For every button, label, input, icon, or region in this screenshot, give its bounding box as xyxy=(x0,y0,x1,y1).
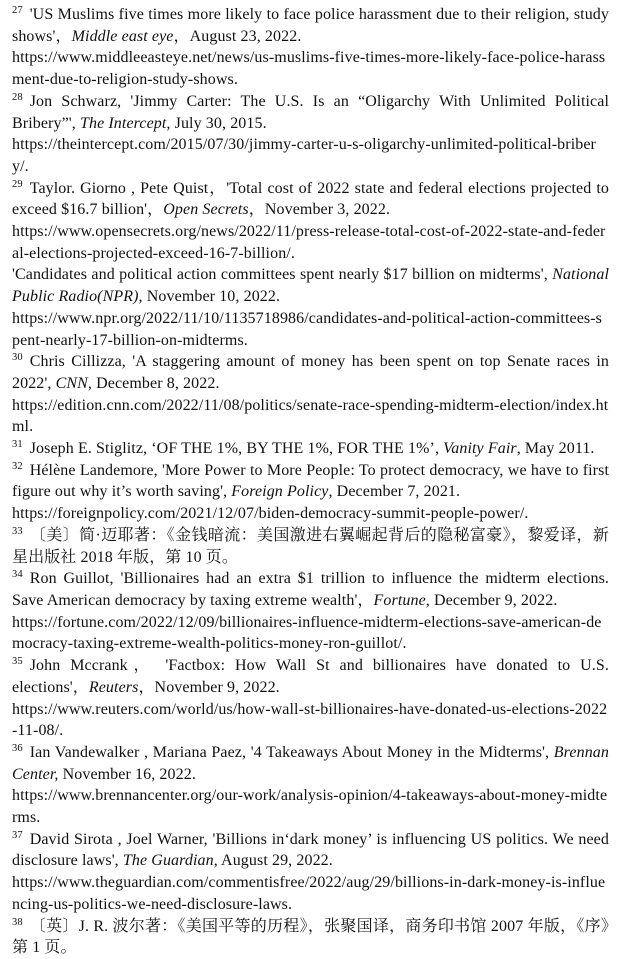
source-title: Fortune, xyxy=(373,591,430,609)
footnote-url: https://www.opensecrets.org/news/2022/11/press-release-total-cost-of-2022-state-and-federal-elections-projected-exceed-16-7-billion/. xyxy=(12,223,606,262)
footnote-entry xyxy=(12,91,609,178)
citation-text: 〔美〕简·迈耶著：《金钱暗流：美国激进右翼崛起背后的隐秘富豪》，黎爱译，新星出版社 2018 年版，第 10 页。 xyxy=(12,526,609,566)
footnote-entry xyxy=(12,568,609,655)
source-title: The Guardian, xyxy=(122,852,218,870)
citation-text: David Sirota , Joel Warner, 'Billions in‘dark money’ is influencing US politics. We need disclosure laws', xyxy=(12,830,609,870)
footnote-entry xyxy=(12,264,609,351)
citation-text: November 10, 2022. xyxy=(142,288,281,306)
footnote-url: https://www.theguardian.com/commentisfree/2022/aug/29/billions-in-dark-money-is-influencing-us-politics-we-need-disclosure-laws. xyxy=(12,874,606,913)
citation-text: 〔英〕J. R. 波尔著：《美国平等的历程》，张聚国译，商务印书馆 2007 年版，《序》第 1 页。 xyxy=(12,917,609,957)
footnote-url: https://www.brennancenter.org/our-work/analysis-opinion/4-takeaways-about-money-midterms. xyxy=(12,787,608,827)
footnote-entry xyxy=(12,829,609,916)
citation-text: Chris Cillizza, 'A staggering amount of money has been spent on top Senate races in 2022', xyxy=(12,353,609,392)
footnote-entry xyxy=(12,916,609,959)
footnote-entry xyxy=(12,178,609,265)
footnote-number: 36 xyxy=(12,742,23,754)
citation-text: ，August 23, 2022. xyxy=(173,27,302,45)
citation-text: , December 7, 2021. xyxy=(328,483,461,501)
footnote-number: 35 xyxy=(12,656,23,668)
footnote-entry xyxy=(12,4,609,91)
footnote-entry xyxy=(12,438,609,460)
footnote-number: 32 xyxy=(12,460,23,472)
footnote-url: https://www.npr.org/2022/11/10/1135718986/candidates-and-political-action-committees-spent-nearly-17-billion-on-midterms. xyxy=(12,309,602,349)
citation-text: 'US Muslims five times more likely to face police harassment due to their religion, study shows'， xyxy=(12,6,609,45)
citation-text: Ian Vandewalker , Mariana Paez, '4 Takeaways About Money in the Midterms', xyxy=(29,743,554,761)
source-title: Foreign Policy xyxy=(231,483,329,501)
footnote-number: 33 xyxy=(12,525,23,537)
citation-text: John Mccrank， 'Factbox: How Wall St and billionaires have donated to U.S. elections'， xyxy=(12,657,609,696)
source-title: Open Secrets xyxy=(163,201,249,219)
footnote-entry xyxy=(12,460,609,525)
footnotes-list xyxy=(12,4,609,959)
footnote-number: 29 xyxy=(12,178,23,190)
citation-text: Jon Schwarz, 'Jimmy Carter: The U.S. Is an “Oligarchy With Unlimited Political Bribery”', xyxy=(12,92,609,132)
citation-text: , May 2011. xyxy=(516,440,595,458)
source-title: Reuters xyxy=(88,678,139,696)
footnote-url: https://www.middleeasteye.net/news/us-muslims-five-times-more-likely-face-police-harassment-due-to-religion-study-shows. xyxy=(12,49,606,89)
citation-text: Hélène Landemore, 'More Power to More People: To protect democracy, we have to first figure out why it’s worth saving', xyxy=(12,461,609,501)
footnote-entry xyxy=(12,655,609,742)
citation-text: Joseph E. Stiglitz, ‘OF THE 1%, BY THE 1%, FOR THE 1%’, xyxy=(29,440,444,458)
citation-text: 'Candidates and political action committees spent nearly $17 billion on midterms', xyxy=(12,266,553,284)
citation-text: November 16, 2022. xyxy=(58,765,196,783)
footnote-url: https://www.reuters.com/world/us/how-wall-st-billionaires-have-donated-us-elections-2022-11-08/. xyxy=(12,700,608,740)
footnote-number: 34 xyxy=(12,569,23,581)
footnote-url: https://theintercept.com/2015/07/30/jimmy-carter-u-s-oligarchy-unlimited-political-bribery/. xyxy=(12,136,596,175)
footnote-url: https://fortune.com/2022/12/09/billionaires-influence-midterm-elections-save-american-democracy-taxing-extreme-wealth-politics-money-ron-guillot/. xyxy=(12,613,602,653)
citation-text: Taylor. Giorno , Pete Quist，'Total cost of 2022 state and federal elections projected to exceed $16.7 billion'， xyxy=(12,179,609,219)
source-title: National Public Radio(NPR), xyxy=(12,266,609,306)
footnote-number: 37 xyxy=(12,829,23,841)
citation-text: Ron Guillot, 'Billionaires had an extra $1 trillion to influence the midterm elections. Save American democracy by taxing extreme wealth'， xyxy=(12,570,609,609)
citation-text: , December 8, 2022. xyxy=(87,374,220,392)
footnote-entry xyxy=(12,351,609,438)
footnote-entry xyxy=(12,525,609,568)
footnote-number: 31 xyxy=(12,439,23,451)
source-title: Middle east eye xyxy=(71,27,174,45)
citation-text: July 30, 2015. xyxy=(170,114,267,132)
footnote-url: https://foreignpolicy.com/2021/12/07/biden-democracy-summit-people-power/. xyxy=(12,505,529,523)
source-title: CNN xyxy=(55,374,88,392)
citation-text: ，November 9, 2022. xyxy=(138,678,280,696)
citation-text: December 9, 2022. xyxy=(429,591,558,609)
citation-text: ，November 3, 2022. xyxy=(248,201,391,219)
footnote-number: 27 xyxy=(12,5,23,16)
footnote-number: 30 xyxy=(12,352,23,364)
source-title: The Intercept, xyxy=(79,114,171,132)
citation-text: August 29, 2022. xyxy=(217,852,333,870)
source-title: Brennan Center, xyxy=(12,743,609,783)
source-title: Vanity Fair xyxy=(443,440,517,458)
footnote-number: 38 xyxy=(12,916,23,928)
footnote-entry xyxy=(12,742,609,829)
footnote-url: https://edition.cnn.com/2022/11/08/politics/senate-race-spending-midterm-election/index.html. xyxy=(12,396,609,436)
footnote-number: 28 xyxy=(12,91,23,103)
